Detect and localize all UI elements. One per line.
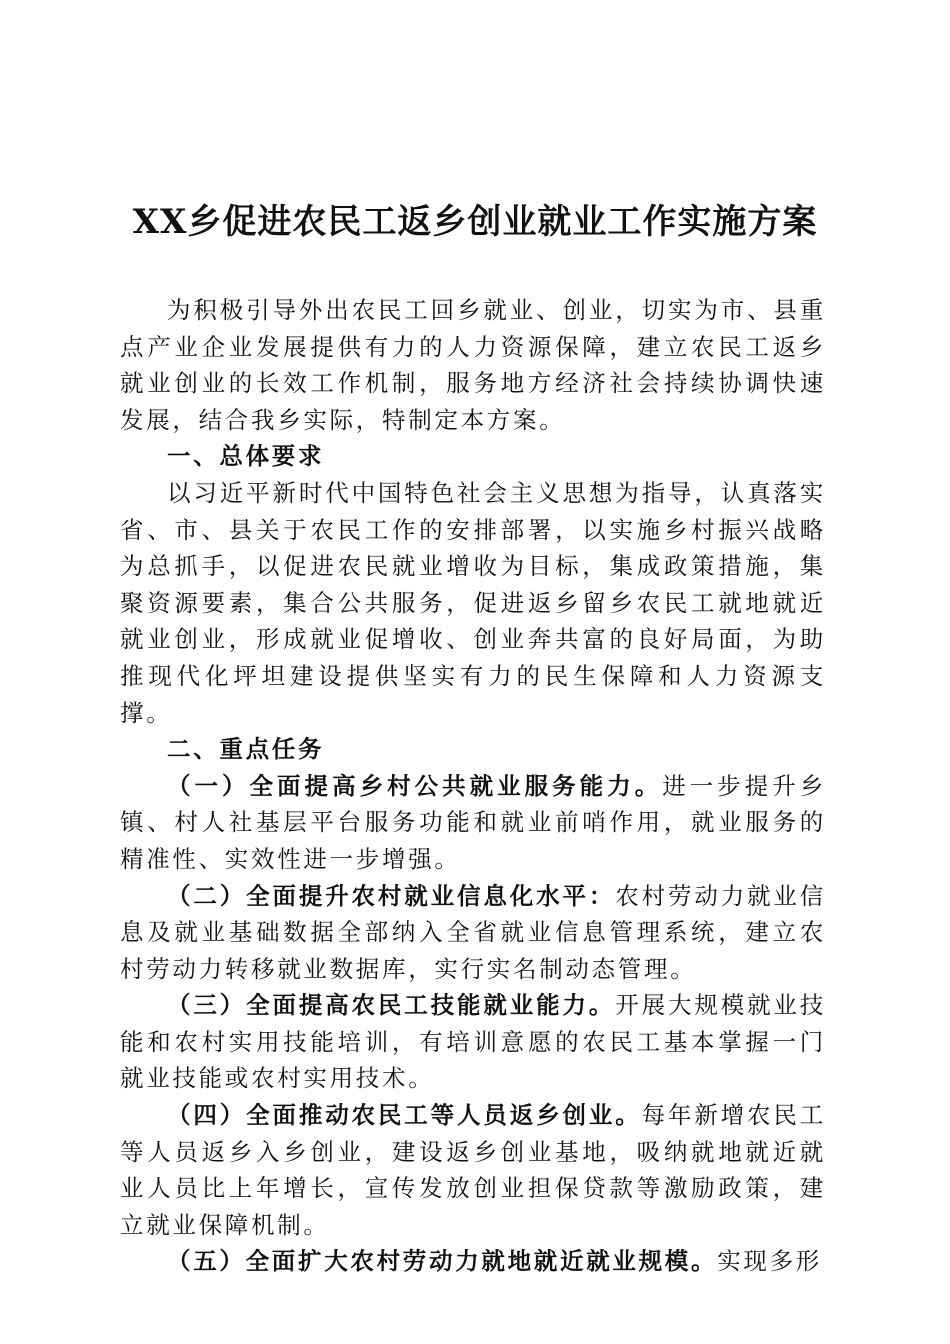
task-item-5-lead: （五）全面扩大农村劳动力就地就近就业规模。 xyxy=(167,1247,718,1276)
intro-paragraph: 为积极引导外出农民工回乡就业、创业，切实为市、县重点产业企业发展提供有力的人力资源保障，建立农民工返乡就业创业的长效工作机制，服务地方经济社会持续协调快速发展，结合我乡实际，特制定本方案。 xyxy=(120,296,826,434)
task-item-5 xyxy=(120,1243,826,1280)
section-heading-overall-requirements: 一、总体要求 xyxy=(167,442,325,471)
task-item-1 xyxy=(120,768,826,878)
document-body xyxy=(120,292,826,1280)
task-item-3-text: 开展大规模就业技能和农村实用技能培训，有培训意愿的农民工基本掌握一门就业技能或农村实用技术。 xyxy=(120,991,826,1093)
task-item-1-lead: （一）全面提高乡村公共就业服务能力。 xyxy=(167,771,663,800)
task-item-5-text: 实现多形 xyxy=(717,1247,823,1276)
task-item-2-text: 农村劳动力就业信息及就业基础数据全部纳入全省就业信息管理系统，建立农村劳动力转移就业数据库，实行实名制动态管理。 xyxy=(120,881,826,983)
document-title: XX乡促进农民工返乡创业就业工作实施方案 xyxy=(132,202,818,242)
task-item-2 xyxy=(120,878,826,988)
task-item-1-text: 进一步提升乡镇、村人社基层平台服务功能和就业前哨作用，就业服务的精准性、实效性进一步增强。 xyxy=(120,771,826,873)
task-item-4 xyxy=(120,1097,826,1243)
task-item-3-lead: （三）全面提高农民工技能就业能力。 xyxy=(167,991,616,1020)
task-item-4-text: 每年新增农民工等人员返乡入乡创业，建设返乡创业基地，吸纳就地就近就业人员比上年增长，宣传发放创业担保贷款等激励政策，建立就业保障机制。 xyxy=(120,1101,826,1239)
section-heading-key-tasks: 二、重点任务 xyxy=(167,735,325,764)
task-item-2-lead: （二）全面提升农村就业信息化水平： xyxy=(167,881,616,910)
overall-requirements-paragraph: 以习近平新时代中国特色社会主义思想为指导，认真落实省、市、县关于农民工作的安排部署，以实施乡村振兴战略为总抓手，以促进农民就业增收为目标，集成政策措施，集聚资源要素，集合公共服务，促进返乡留乡农民工就地就近就业创业，形成就业促增收、创业奔共富的良好局面，为助推现代化坪坦建设提供坚实有力的民生保障和人力资源支撑。 xyxy=(120,478,826,727)
task-item-3 xyxy=(120,987,826,1097)
task-item-4-lead: （四）全面推动农民工等人员返乡创业。 xyxy=(167,1101,642,1130)
